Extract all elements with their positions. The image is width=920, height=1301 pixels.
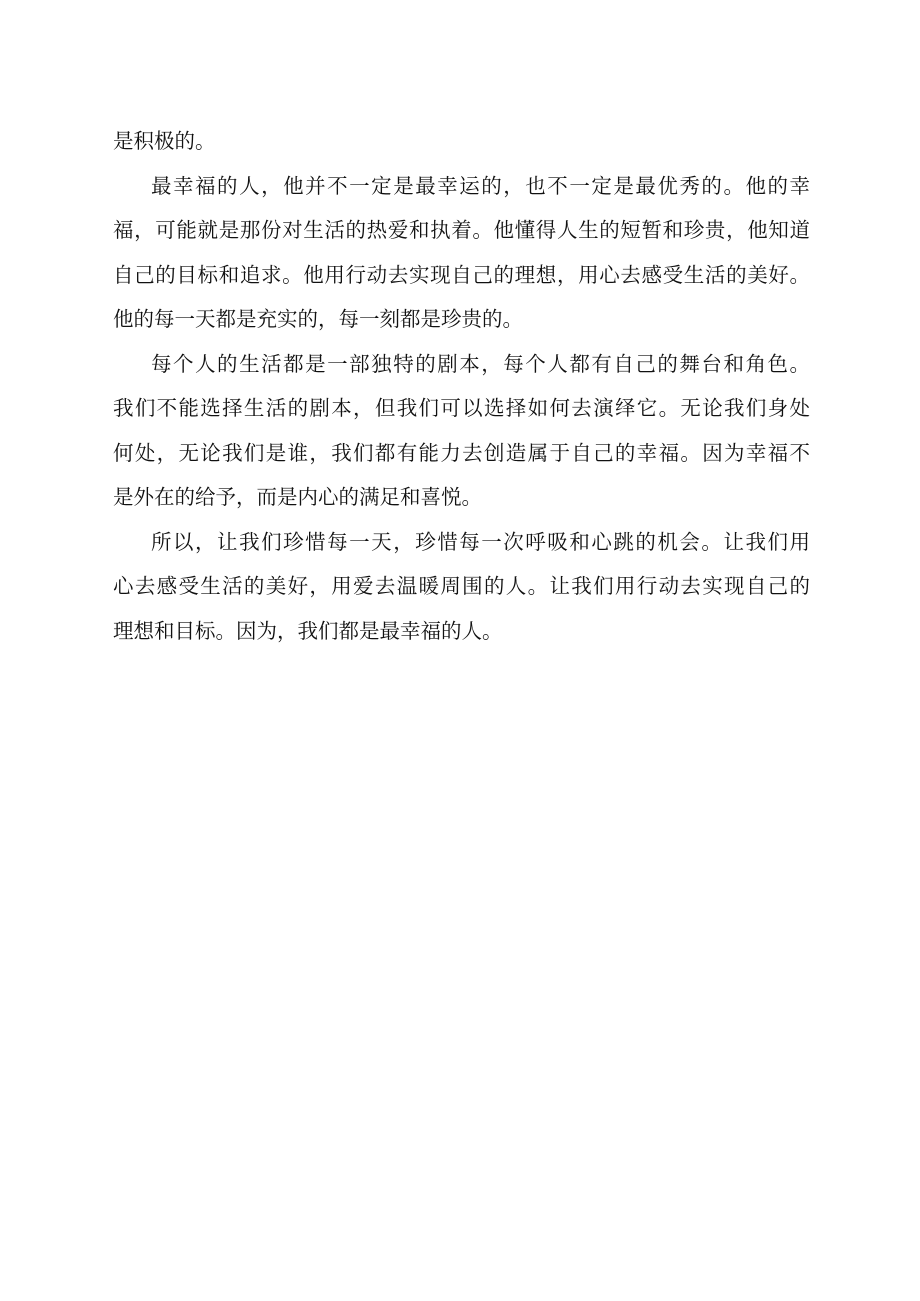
paragraph-line: 每个人的生活都是一部独特的剧本，每个人都有自己的舞台和角色。 xyxy=(151,351,810,376)
paragraph-4 xyxy=(113,520,810,654)
paragraph-line: 福，可能就是那份对生活的热爱和执着。他懂得人生的短暂和珍贵，他知道 xyxy=(113,218,810,242)
paragraph-line: 所以，让我们珍惜每一天，珍惜每一次呼吸和心跳的机会。让我们用 xyxy=(151,529,810,554)
paragraph-3 xyxy=(113,342,810,520)
paragraph-line: 理想和目标。因为，我们都是最幸福的人。 xyxy=(113,618,503,643)
paragraph-line: 最幸福的人，他并不一定是最幸运的，也不一定是最优秀的。他的幸 xyxy=(151,173,810,198)
paragraph-line: 是积极的。 xyxy=(113,129,216,153)
paragraph-line: 我们不能选择生活的剧本，但我们可以选择如何去演绎它。无论我们身处 xyxy=(113,396,810,420)
paragraph-1 xyxy=(113,119,810,164)
paragraph-line: 是外在的给予，而是内心的满足和喜悦。 xyxy=(113,485,482,509)
paragraph-line: 何处，无论我们是谁，我们都有能力去创造属于自己的幸福。因为幸福不 xyxy=(113,440,810,465)
paragraph-line: 心去感受生活的美好，用爱去温暖周围的人。让我们用行动去实现自己的 xyxy=(113,574,810,598)
paragraph-2 xyxy=(113,164,810,342)
paragraph-line: 他的每一天都是充实的，每一刻都是珍贵的。 xyxy=(113,307,523,331)
paragraph-line: 自己的目标和追求。他用行动去实现自己的理想，用心去感受生活的美好。 xyxy=(113,262,810,287)
document-body xyxy=(113,119,810,653)
